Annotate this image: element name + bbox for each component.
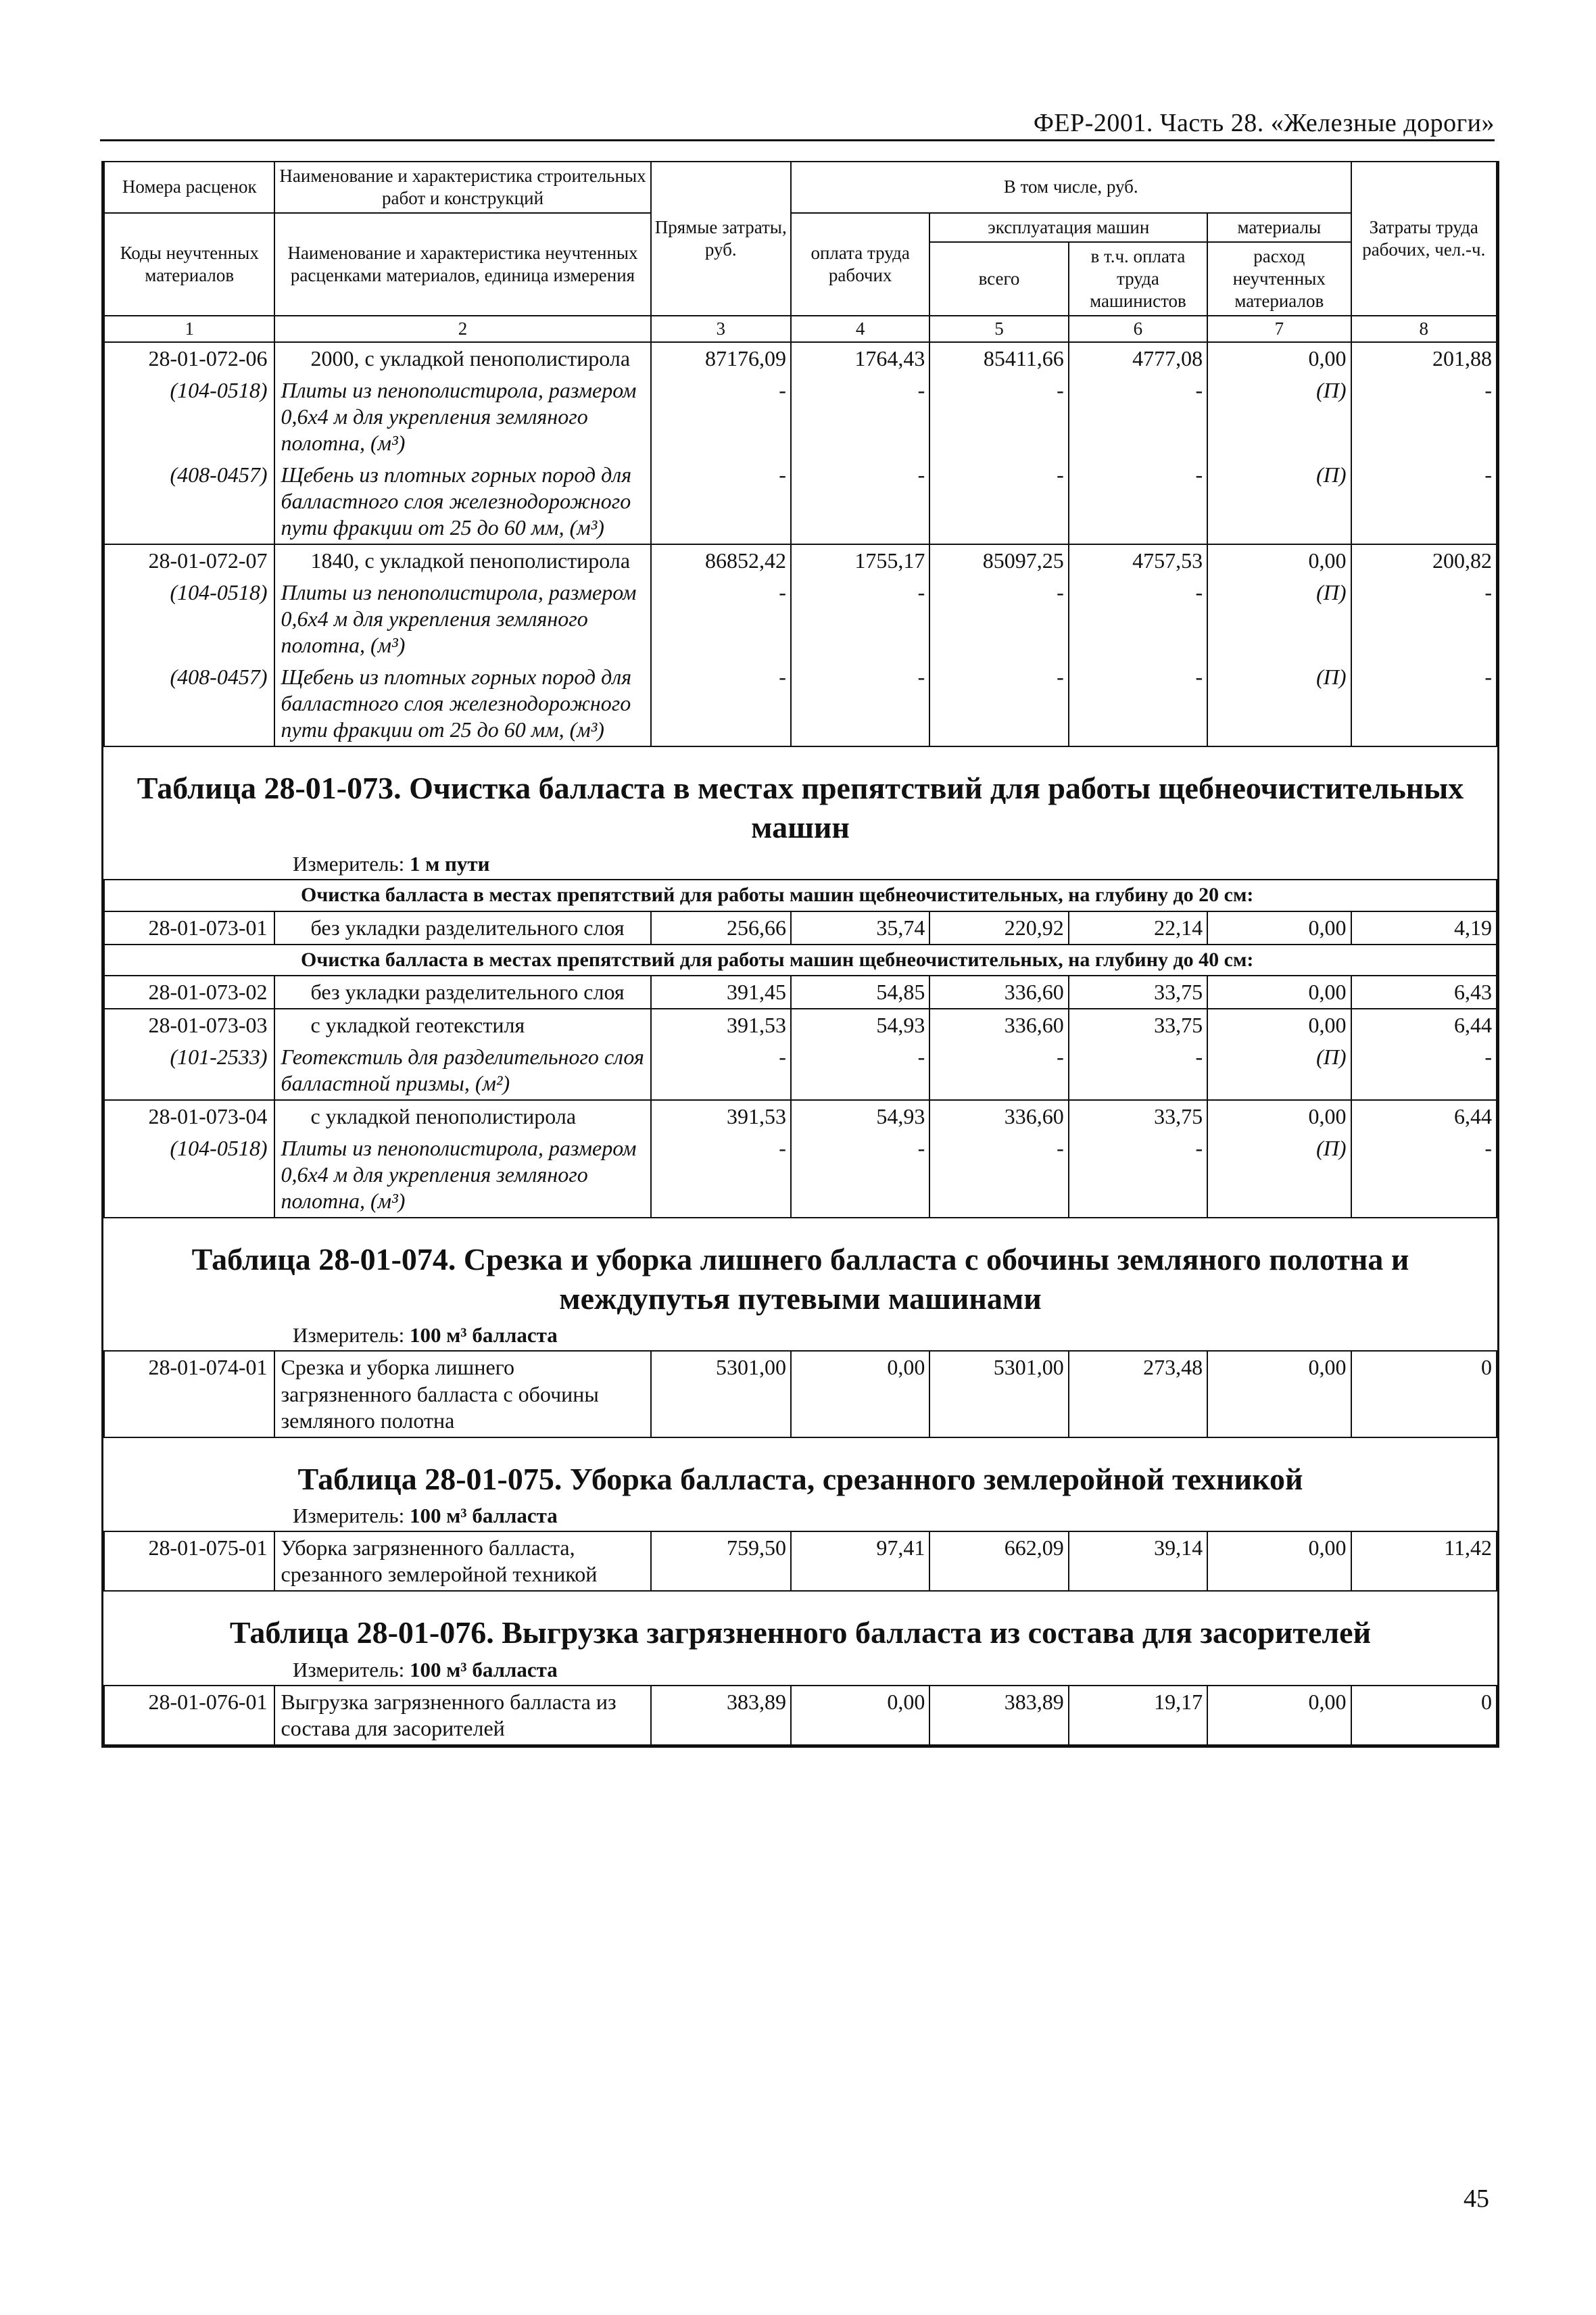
dash: - <box>929 1132 1068 1218</box>
direct-costs: 391,53 <box>651 1009 791 1041</box>
labor-pay: 35,74 <box>791 911 929 945</box>
dash: - <box>1069 1132 1207 1218</box>
machinist-pay: 4777,08 <box>1069 342 1207 375</box>
col-num: 8 <box>1351 316 1497 342</box>
subheading: Очистка балласта в местах препятствий для работы машин щебнеочистительных, на глубину до 20 см: <box>104 880 1497 911</box>
meter-label: Измеритель: <box>293 1657 405 1681</box>
col-num: 4 <box>791 316 929 342</box>
direct-costs: 391,45 <box>651 976 791 1009</box>
header-machines-total: всего <box>929 242 1068 316</box>
header-labor-hours: Затраты труда рабочих, чел.-ч. <box>1351 162 1497 316</box>
labor-hours: 201,88 <box>1351 342 1497 375</box>
col-num: 5 <box>929 316 1068 342</box>
table-row <box>104 911 1497 945</box>
table-header <box>104 162 1497 342</box>
rate-code: 28-01-073-03 <box>104 1009 274 1041</box>
header-direct-costs: Прямые затраты, руб. <box>651 162 791 316</box>
meter-value: 1 м пути <box>409 852 490 876</box>
rate-name: 1840, с укладкой пенополистирола <box>274 544 650 577</box>
dash: - <box>651 459 791 544</box>
rate-code: 28-01-074-01 <box>104 1351 274 1437</box>
dash: - <box>791 375 929 459</box>
rates-table-074 <box>103 1350 1497 1437</box>
dash: - <box>929 661 1068 746</box>
rate-name: 2000, с укладкой пенополистирола <box>274 342 650 375</box>
machinist-pay: 273,48 <box>1069 1351 1207 1437</box>
direct-costs: 256,66 <box>651 911 791 945</box>
dash: - <box>1351 1132 1497 1218</box>
subheading-row <box>104 880 1497 911</box>
machinist-pay: 39,14 <box>1069 1531 1207 1591</box>
machines-total: 336,60 <box>929 976 1068 1009</box>
direct-costs: 87176,09 <box>651 342 791 375</box>
material-row <box>104 1132 1497 1218</box>
materials-cost: 0,00 <box>1207 1351 1351 1437</box>
col-num: 3 <box>651 316 791 342</box>
materials-cost: 0,00 <box>1207 544 1351 577</box>
dash: - <box>791 1041 929 1100</box>
material-code: (104-0518) <box>104 1132 274 1218</box>
meter-value: 100 м³ балласта <box>409 1504 558 1528</box>
machines-total: 336,60 <box>929 1009 1068 1041</box>
header-machinist-pay: в т.ч. оплата труда машинистов <box>1069 242 1207 316</box>
material-name: Щебень из плотных горных пород для балластного слоя железнодорожного пути фракции от 25 до 60 мм, (м³) <box>274 661 650 746</box>
machines-total: 336,60 <box>929 1100 1068 1132</box>
labor-hours: 0 <box>1351 1351 1497 1437</box>
labor-pay: 0,00 <box>791 1351 929 1437</box>
dash: - <box>1351 375 1497 459</box>
material-row <box>104 459 1497 544</box>
material-row <box>104 375 1497 459</box>
header-materials-consumption: расход неучтенных материалов <box>1207 242 1351 316</box>
dash: - <box>929 577 1068 661</box>
rates-table-076 <box>103 1685 1497 1746</box>
dash: - <box>1069 661 1207 746</box>
material-mark: (П) <box>1207 577 1351 661</box>
dash: - <box>651 1132 791 1218</box>
rate-name: с укладкой геотекстиля <box>274 1009 650 1041</box>
material-row <box>104 1041 1497 1100</box>
dash: - <box>1069 577 1207 661</box>
machines-total: 85097,25 <box>929 544 1068 577</box>
table-076-meter <box>103 1658 1497 1685</box>
dash: - <box>791 1132 929 1218</box>
machines-total: 220,92 <box>929 911 1068 945</box>
labor-hours: 200,82 <box>1351 544 1497 577</box>
labor-hours: 0 <box>1351 1686 1497 1745</box>
machinist-pay: 33,75 <box>1069 1100 1207 1132</box>
direct-costs: 86852,42 <box>651 544 791 577</box>
column-numbers <box>104 316 1497 342</box>
rate-code: 28-01-073-01 <box>104 911 274 945</box>
table-row <box>104 1100 1497 1132</box>
direct-costs: 391,53 <box>651 1100 791 1132</box>
table-075-meter <box>103 1504 1497 1531</box>
dash: - <box>1351 1041 1497 1100</box>
rates-table-072 <box>103 161 1497 747</box>
material-code: (408-0457) <box>104 459 274 544</box>
dash: - <box>1351 661 1497 746</box>
machinist-pay: 22,14 <box>1069 911 1207 945</box>
rate-code: 28-01-075-01 <box>104 1531 274 1591</box>
table-row <box>104 1009 1497 1041</box>
dash: - <box>791 661 929 746</box>
dash: - <box>1069 459 1207 544</box>
dash: - <box>651 375 791 459</box>
table-073-meter <box>103 852 1497 879</box>
subheading: Очистка балласта в местах препятствий для работы машин щебнеочистительных, на глубину до 40 см: <box>104 945 1497 976</box>
labor-pay: 54,93 <box>791 1100 929 1132</box>
material-code: (101-2533) <box>104 1041 274 1100</box>
dash: - <box>1069 1041 1207 1100</box>
material-name: Геотекстиль для разделительного слоя балластной призмы, (м²) <box>274 1041 650 1100</box>
dash: - <box>791 459 929 544</box>
running-head: ФЕР-2001. Часть 28. «Железные дороги» <box>1033 109 1495 137</box>
dash: - <box>929 375 1068 459</box>
materials-cost: 0,00 <box>1207 1686 1351 1745</box>
table-073-title: Таблица 28-01-073. Очистка балласта в местах препятствий для работы щебнеочистительных машин <box>137 771 1464 844</box>
header-material-codes: Коды неучтенных материалов <box>104 213 274 316</box>
table-076-title: Таблица 28-01-076. Выгрузка загрязненного балласта из состава для засорителей <box>229 1615 1372 1650</box>
material-mark: (П) <box>1207 1132 1351 1218</box>
labor-pay: 54,85 <box>791 976 929 1009</box>
rate-name: без укладки разделительного слоя <box>274 911 650 945</box>
materials-cost: 0,00 <box>1207 976 1351 1009</box>
labor-hours: 4,19 <box>1351 911 1497 945</box>
header-rate-number: Номера расценок <box>104 162 274 213</box>
dash: - <box>1351 577 1497 661</box>
meter-value: 100 м³ балласта <box>409 1323 558 1347</box>
machines-total: 85411,66 <box>929 342 1068 375</box>
labor-pay: 0,00 <box>791 1686 929 1745</box>
table-row <box>104 1531 1497 1591</box>
material-name: Щебень из плотных горных пород для балластного слоя железнодорожного пути фракции от 25 до 60 мм, (м³) <box>274 459 650 544</box>
header-material-name: Наименование и характеристика неучтенных расценками материалов, единица измерения <box>274 213 650 316</box>
material-name: Плиты из пенополистирола, размером 0,6х4 м для укрепления земляного полотна, (м³) <box>274 577 650 661</box>
material-name: Плиты из пенополистирола, размером 0,6х4 м для укрепления земляного полотна, (м³) <box>274 375 650 459</box>
materials-cost: 0,00 <box>1207 1009 1351 1041</box>
materials-cost: 0,00 <box>1207 1100 1351 1132</box>
dash: - <box>929 459 1068 544</box>
rate-code: 28-01-072-06 <box>104 342 274 375</box>
table-row <box>104 1686 1497 1745</box>
dash: - <box>929 1041 1068 1100</box>
machinist-pay: 33,75 <box>1069 1009 1207 1041</box>
labor-hours: 6,44 <box>1351 1009 1497 1041</box>
direct-costs: 759,50 <box>651 1531 791 1591</box>
rate-name: Выгрузка загрязненного балласта из состава для засорителей <box>274 1686 650 1745</box>
header-work-name: Наименование и характеристика строительных работ и конструкций <box>274 162 650 213</box>
rate-code: 28-01-073-04 <box>104 1100 274 1132</box>
rate-name: без укладки разделительного слоя <box>274 976 650 1009</box>
table-075-title: Таблица 28-01-075. Уборка балласта, срезанного землеройной техникой <box>297 1461 1303 1496</box>
labor-pay: 1755,17 <box>791 544 929 577</box>
table-row <box>104 342 1497 375</box>
direct-costs: 383,89 <box>651 1686 791 1745</box>
col-num: 1 <box>104 316 274 342</box>
material-name: Плиты из пенополистирола, размером 0,6х4 м для укрепления земляного полотна, (м³) <box>274 1132 650 1218</box>
material-row <box>104 577 1497 661</box>
header-including: В том числе, руб. <box>791 162 1351 213</box>
labor-pay: 54,93 <box>791 1009 929 1041</box>
header-labor-pay: оплата труда рабочих <box>791 213 929 316</box>
materials-cost: 0,00 <box>1207 1531 1351 1591</box>
materials-cost: 0,00 <box>1207 911 1351 945</box>
rate-code: 28-01-076-01 <box>104 1686 274 1745</box>
meter-label: Измеритель: <box>293 1504 405 1528</box>
labor-pay: 97,41 <box>791 1531 929 1591</box>
dash: - <box>1069 375 1207 459</box>
subheading-row <box>104 945 1497 976</box>
material-mark: (П) <box>1207 661 1351 746</box>
machines-total: 662,09 <box>929 1531 1068 1591</box>
table-row <box>104 1351 1497 1437</box>
col-num: 6 <box>1069 316 1207 342</box>
meter-label: Измеритель: <box>293 1323 405 1347</box>
machinist-pay: 4757,53 <box>1069 544 1207 577</box>
labor-hours: 6,43 <box>1351 976 1497 1009</box>
machines-total: 383,89 <box>929 1686 1068 1745</box>
table-row <box>104 976 1497 1009</box>
material-code: (408-0457) <box>104 661 274 746</box>
meter-label: Измеритель: <box>293 852 405 876</box>
header-materials: материалы <box>1207 213 1351 242</box>
dash: - <box>791 577 929 661</box>
col-num: 2 <box>274 316 650 342</box>
table-074-title: Таблица 28-01-074. Срезка и уборка лишнего балласта с обочины земляного полотна и междупутья путевыми машинами <box>191 1242 1409 1316</box>
material-mark: (П) <box>1207 459 1351 544</box>
material-code: (104-0518) <box>104 375 274 459</box>
rates-document <box>101 161 1499 1748</box>
meter-value: 100 м³ балласта <box>409 1657 558 1681</box>
rate-name: с укладкой пенополистирола <box>274 1100 650 1132</box>
header-machines: эксплуатация машин <box>929 213 1207 242</box>
material-code: (104-0518) <box>104 577 274 661</box>
table-row <box>104 544 1497 577</box>
labor-pay: 1764,43 <box>791 342 929 375</box>
dash: - <box>651 1041 791 1100</box>
machinist-pay: 33,75 <box>1069 976 1207 1009</box>
rate-name: Срезка и уборка лишнего загрязненного балласта с обочины земляного полотна <box>274 1351 650 1437</box>
col-num: 7 <box>1207 316 1351 342</box>
materials-cost: 0,00 <box>1207 342 1351 375</box>
direct-costs: 5301,00 <box>651 1351 791 1437</box>
dash: - <box>651 577 791 661</box>
rates-table-073 <box>103 879 1497 1218</box>
material-mark: (П) <box>1207 375 1351 459</box>
dash: - <box>651 661 791 746</box>
table-074-meter <box>103 1323 1497 1350</box>
rates-table-075 <box>103 1531 1497 1592</box>
labor-hours: 11,42 <box>1351 1531 1497 1591</box>
rate-code: 28-01-072-07 <box>104 544 274 577</box>
dash: - <box>1351 459 1497 544</box>
material-mark: (П) <box>1207 1041 1351 1100</box>
labor-hours: 6,44 <box>1351 1100 1497 1132</box>
header-rule <box>100 139 1495 141</box>
machines-total: 5301,00 <box>929 1351 1068 1437</box>
rate-code: 28-01-073-02 <box>104 976 274 1009</box>
rate-name: Уборка загрязненного балласта, срезанного землеройной техникой <box>274 1531 650 1591</box>
material-row <box>104 661 1497 746</box>
machinist-pay: 19,17 <box>1069 1686 1207 1745</box>
page-number: 45 <box>1464 2185 1489 2213</box>
